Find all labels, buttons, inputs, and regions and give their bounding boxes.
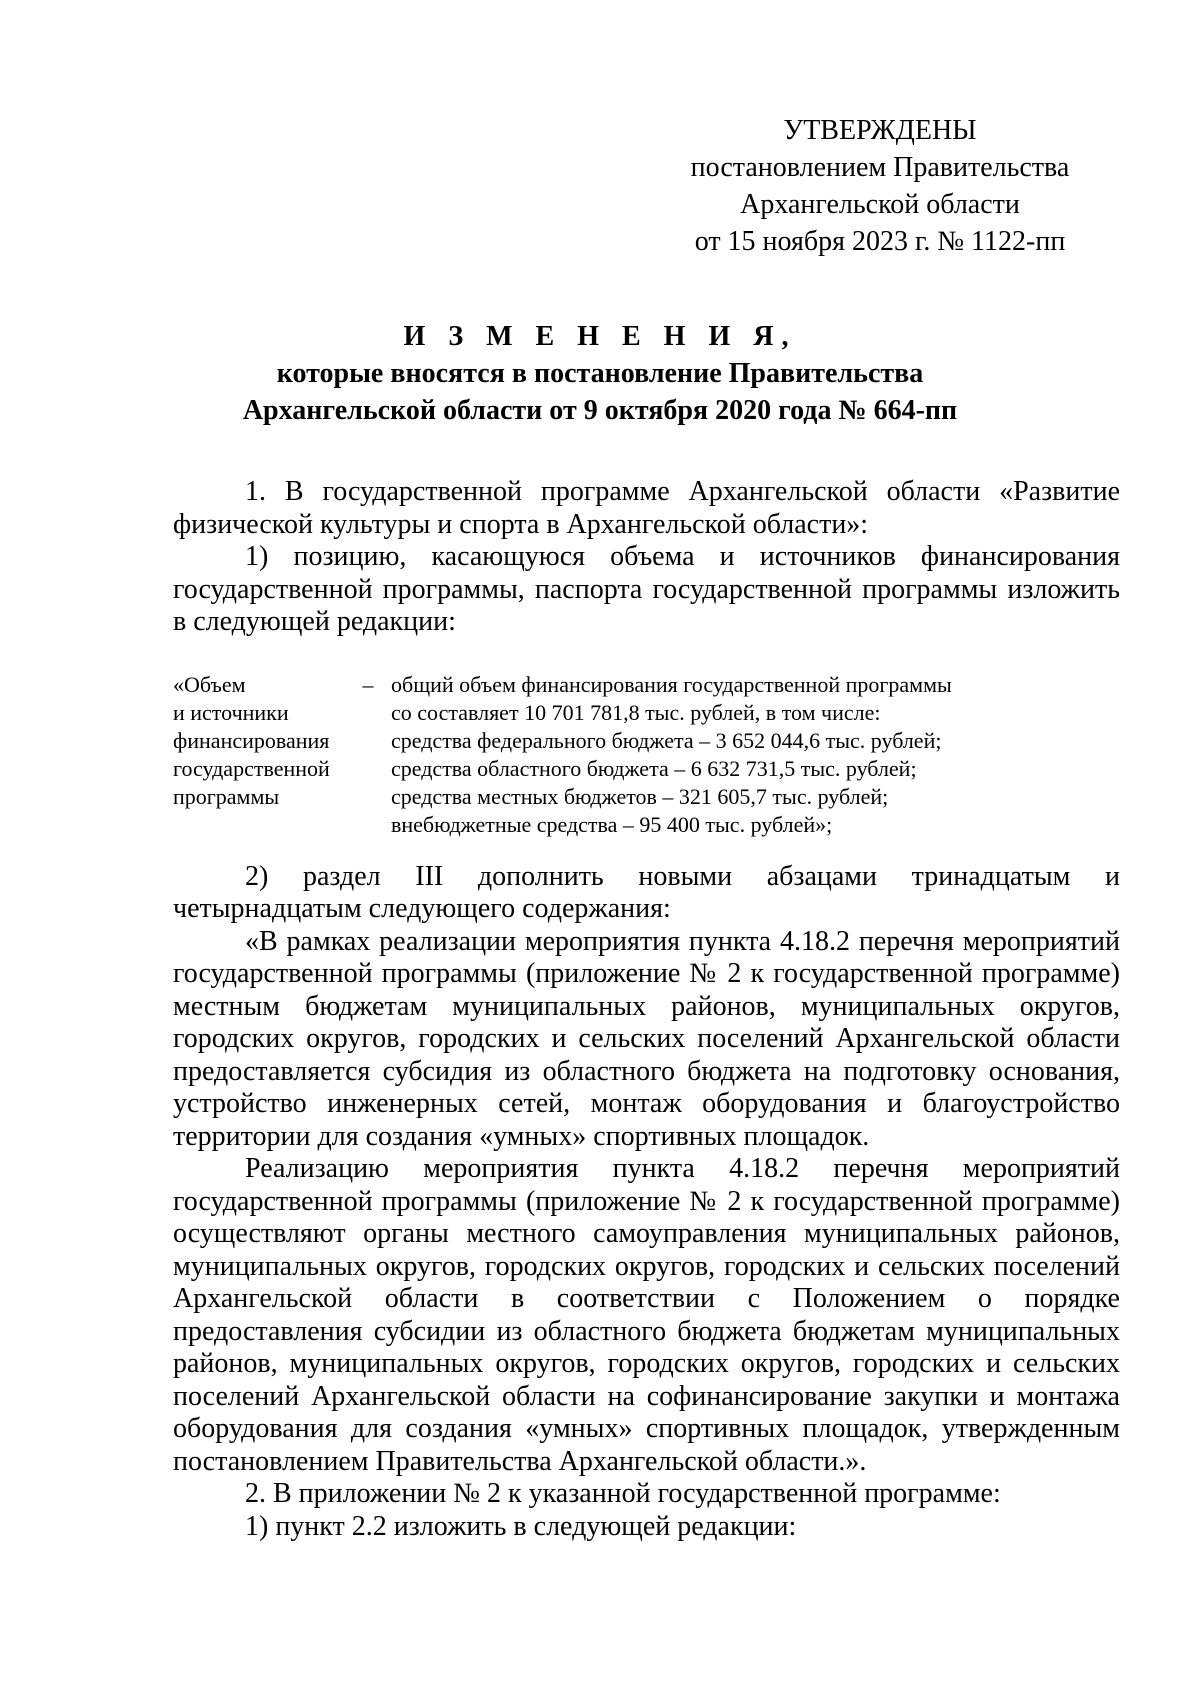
quoted-paragraph-14: Реализацию мероприятия пункта 4.18.2 перечня мероприятий государственной программы (приложение № 2 к государственной программе) осуществляют органы местного самоуправления муниципальных районов, муниципальных округов, городских округов, городских и сельских поселений Архангельской области в соответствии с Положением о порядке предоставления субсидии из областного бюджета бюджетам муниципальных районов, муниципальных округов, городских округов, городских и сельских поселений Архангельской области на софинансирование закупки и монтажа оборудования для создания «умных» спортивных площадок, утвержденным постановлением Правительства Архангельской области.».	[173, 1153, 1120, 1477]
approval-region: Архангельской области	[740, 189, 1020, 220]
paragraph-2: 2. В приложении № 2 к указанной государственной программе:	[245, 1478, 1001, 1509]
financing-label-line: и источники	[173, 699, 289, 725]
financing-value-line: средства областного бюджета – 6 632 731,5 тыс. рублей;	[391, 755, 917, 781]
financing-value-cell	[391, 671, 1120, 839]
approval-authority: постановлением Правительства	[690, 152, 1070, 183]
approval-date-number: от 15 ноября 2023 г. № 1122-пп	[694, 226, 1066, 257]
heading-subtitle: которые вносятся в постановление Правительства	[276, 358, 924, 389]
financing-label-line: программы	[173, 783, 280, 809]
financing-table	[173, 671, 1120, 839]
paragraph-1-2: 2) раздел III дополнить новыми абзацами тринадцатым и четырнадцатым следующего содержания:	[173, 860, 1120, 924]
financing-label-line: финансирования	[173, 727, 330, 753]
financing-dash: –	[362, 671, 374, 697]
financing-label-cell	[173, 671, 345, 839]
financing-label-line: государственной	[173, 755, 330, 781]
heading-reference: Архангельской области от 9 октября 2020 года № 664-пп	[242, 395, 958, 426]
heading-title: И З М Е Н Е Н И Я,	[403, 321, 797, 352]
financing-value-line: средства федерального бюджета – 3 652 044,6 тыс. рублей;	[391, 727, 942, 753]
document-body	[173, 476, 1120, 1543]
quoted-paragraph-13: «В рамках реализации мероприятия пункта 4.18.2 перечня мероприятий государственной программы (приложение № 2 к государственной программе) местным бюджетам муниципальных районов, муниципальных округов, городских округов, городских и сельских поселений Архангельской области предоставляется субсидия из областного бюджета на подготовку основания, устройство инженерных сетей, монтаж оборудования и благоустройство территории для создания «умных» спортивных площадок.	[173, 925, 1120, 1152]
document-heading	[160, 318, 1040, 429]
paragraph-1: 1. В государственной программе Архангельской области «Развитие физической культуры и спорта в Архангельской области»:	[173, 476, 1120, 540]
financing-value-line: внебюджетные средства – 95 400 тыс. рублей»;	[391, 811, 833, 837]
financing-value-line: общий объем финансирования государственной программы	[391, 671, 952, 697]
approval-title: УТВЕРЖДЕНЫ	[783, 115, 977, 146]
paragraph-2-1: 1) пункт 2.2 изложить в следующей редакции:	[245, 1510, 797, 1542]
financing-label-line: «Объем	[173, 671, 246, 697]
approval-stamp-block	[690, 112, 1070, 260]
financing-value-line: со составляет 10 701 781,8 тыс. рублей, в том числе:	[391, 699, 881, 725]
paragraph-1-1: 1) позицию, касающуюся объема и источников финансирования государственной программы, паспорта государственной программы изложить в следующей редакции:	[173, 541, 1120, 637]
financing-value-line: средства местных бюджетов – 321 605,7 тыс. рублей;	[391, 783, 889, 809]
